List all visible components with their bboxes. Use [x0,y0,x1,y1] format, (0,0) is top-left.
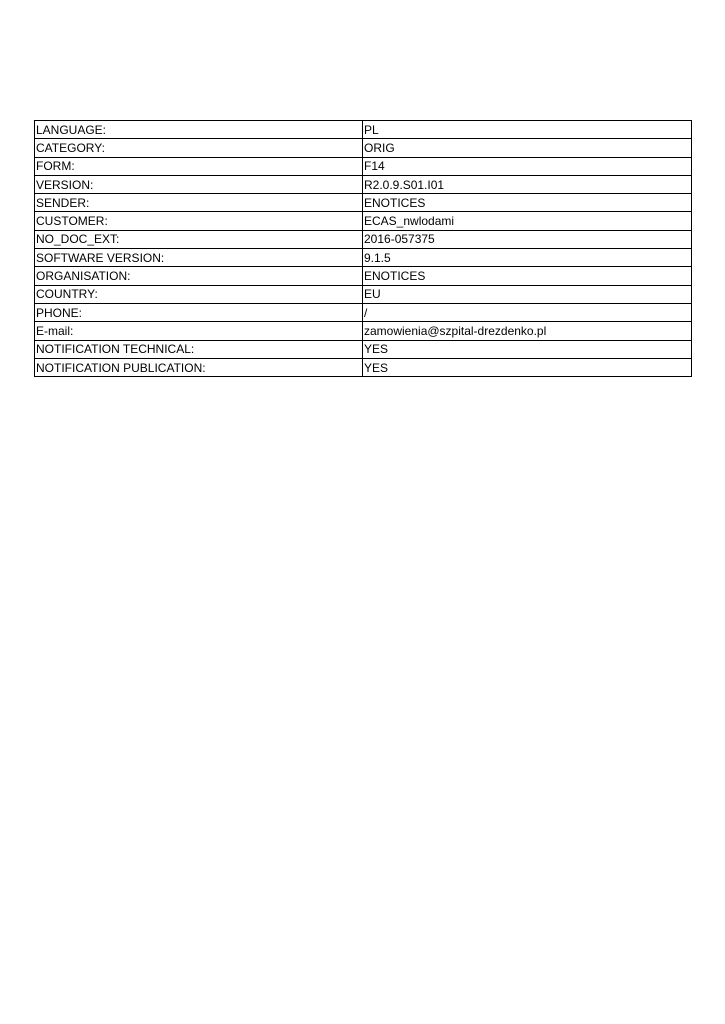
row-value: YES [363,340,692,358]
row-value: ENOTICES [363,267,692,285]
row-value: PL [363,121,692,139]
row-value: / [363,303,692,321]
row-label: COUNTRY: [35,285,363,303]
row-value: EU [363,285,692,303]
row-value: R2.0.9.S01.I01 [363,175,692,193]
table-row [35,358,692,376]
row-label: VERSION: [35,175,363,193]
row-label: E-mail: [35,322,363,340]
table-row [35,230,692,248]
table-row [35,157,692,175]
table-row [35,267,692,285]
row-value: F14 [363,157,692,175]
table-row [35,249,692,267]
row-value: 2016-057375 [363,230,692,248]
row-label: SOFTWARE VERSION: [35,249,363,267]
table-row [35,175,692,193]
document-metadata-table [34,120,692,377]
row-value: YES [363,358,692,376]
row-value: ECAS_nwlodami [363,212,692,230]
row-label: CUSTOMER: [35,212,363,230]
row-label: ORGANISATION: [35,267,363,285]
table-row [35,285,692,303]
table-row [35,121,692,139]
row-label: FORM: [35,157,363,175]
table-row [35,340,692,358]
row-value: zamowienia@szpital-drezdenko.pl [363,322,692,340]
table-row [35,194,692,212]
table-row [35,303,692,321]
row-label: SENDER: [35,194,363,212]
row-label: LANGUAGE: [35,121,363,139]
row-label: NOTIFICATION TECHNICAL: [35,340,363,358]
row-value: ORIG [363,139,692,157]
row-label: NOTIFICATION PUBLICATION: [35,358,363,376]
row-value: ENOTICES [363,194,692,212]
row-label: NO_DOC_EXT: [35,230,363,248]
row-value: 9.1.5 [363,249,692,267]
table-row [35,322,692,340]
row-label: PHONE: [35,303,363,321]
row-label: CATEGORY: [35,139,363,157]
table-row [35,212,692,230]
table-row [35,139,692,157]
